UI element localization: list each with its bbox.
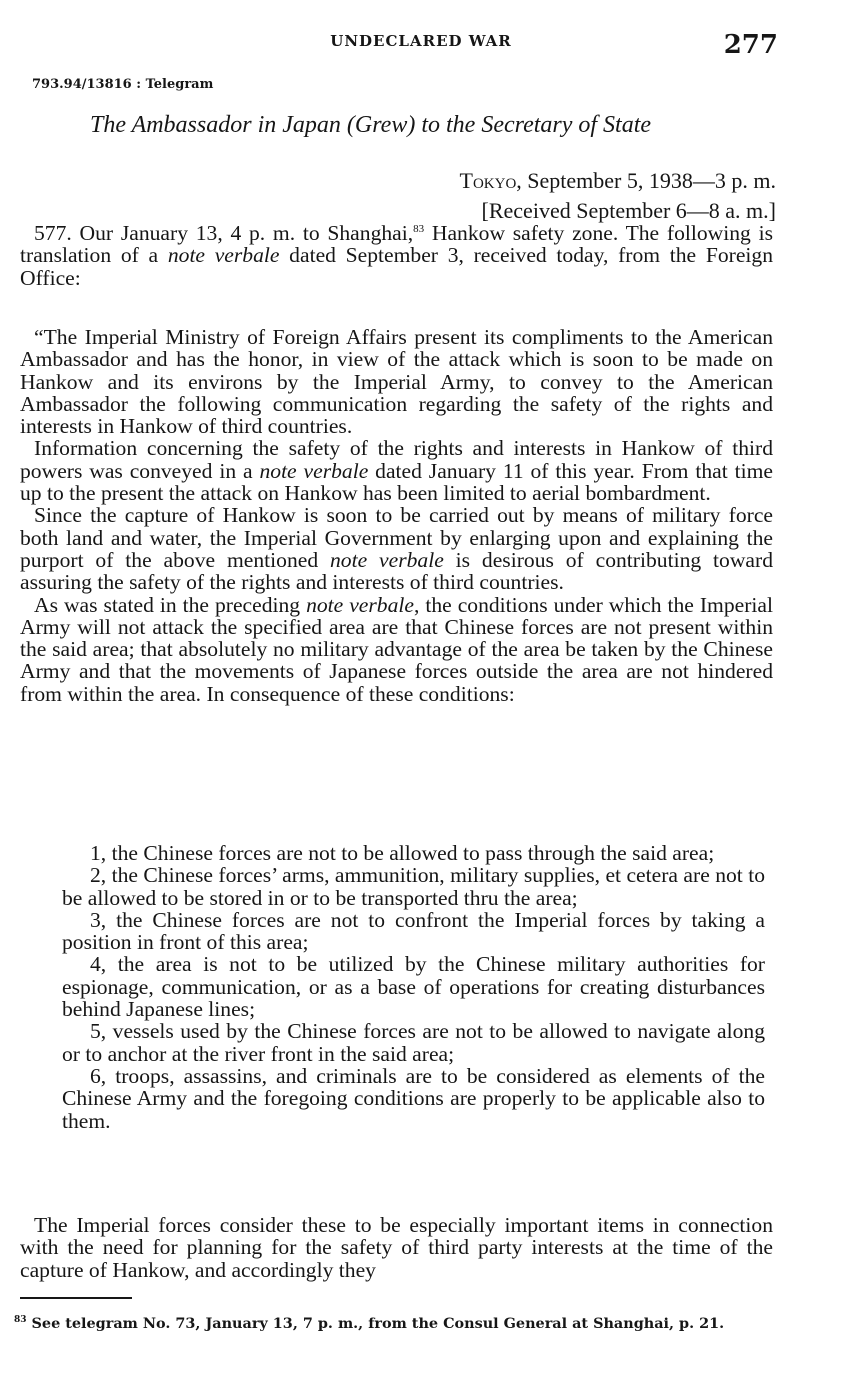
condition-item: 5, vessels used by the Chinese forces are not to be allowed to navigate along or to anchor at the river front in the said area; (62, 1019, 765, 1066)
opening-paragraph (20, 222, 773, 289)
opening-text: 577. Our January 13, 4 p. m. to Shanghai, (34, 221, 414, 245)
opening-text-continued: Hankow safety zone. The following is translation of a (20, 221, 773, 268)
note-paragraph-2: Information concerning the safety of the rights and interests in Hankow of third powers was conveyed in a note verbale dated January 11 of this year. From that time up to the present the attack on Hankow has been limited to aerial bombardment. (20, 436, 773, 506)
note-paragraph-1: “The Imperial Ministry of Foreign Affairs present its compliments to the American Ambassador and has the honor, in view of the attack which is soon to be made on Hankow and its environs by the Imperial Army, to convey to the American Ambassador the following communication regarding the safety of the rights and interests in Hankow of third countries. (20, 325, 773, 439)
italic-term: note verbale (167, 243, 280, 268)
sent-line (460, 166, 776, 196)
footnote-text: See telegram No. 73, January 13, 7 p. m., from the Consul General at Shanghai, p. 21. (26, 1314, 725, 1332)
running-title: UNDECLARED WAR (330, 32, 512, 50)
conditions-list (62, 842, 765, 1132)
note-paragraph-4: As was stated in the preceding note verbale, the conditions under which the Imperial Army will not attack the specified area are that Chinese forces are not present within the said area; that absolutely no military advantage of the area be taken by the Chinese Army and that the movements of Japanese forces outside the area are not hindered from within the area. In consequence of these conditions: (20, 592, 774, 706)
condition-item: 6, troops, assassins, and criminals are to be considered as elements of the Chinese Army and the foregoing conditions are properly to be applicable also to them. (62, 1063, 765, 1133)
dateline-city: Tokyo, (459, 168, 522, 193)
italic-term: note verbale (306, 592, 414, 617)
condition-item: 3, the Chinese forces are not to confront the Imperial forces by taking a position in front of this area; (62, 907, 765, 955)
received-line: [Received September 6—8 a. m.] (481, 198, 776, 223)
footnote-marker: 83 (14, 1315, 27, 1325)
page-number: 277 (723, 30, 778, 60)
file-number: 793.94/13816 : Telegram (32, 77, 214, 92)
italic-term: note verbale (329, 547, 444, 572)
footnote-reference: 83 (413, 222, 425, 235)
condition-item: 1, the Chinese forces are not to be allowed to pass through the said area; (90, 841, 715, 865)
closing-paragraph: The Imperial forces consider these to be especially important items in connection with the need for planning for the safety of third party interests at the time of the capture of Hankow, and accordingly they (20, 1213, 773, 1282)
italic-term: note verbale (259, 458, 369, 483)
note-paragraph-3: Since the capture of Hankow is soon to be carried out by means of military force both land and water, the Imperial Government by enlarging upon and explaining the purport of the above mentioned note verbale is desirous of contributing toward assuring the safety of the rights and interests of third countries. (20, 503, 773, 595)
dateline-date: September 5, 1938—3 p. m. (521, 168, 776, 193)
note-verbale-text (20, 326, 773, 705)
condition-item: 2, the Chinese forces’ arms, ammunition, military supplies, et cetera are not to be allowed to be stored in or to be transported thru the area; (62, 863, 765, 910)
document-title: The Ambassador in Japan (Grew) to the Secretary of State (90, 112, 652, 138)
footnote-divider (20, 1297, 132, 1299)
condition-item: 4, the area is not to be utilized by the Chinese military authorities for espionage, communication, or as a base of operations for creating disturbances behind Japanese lines; (62, 952, 765, 1022)
opening-text-end: dated September 3, received today, from the Foreign Office: (20, 243, 774, 290)
dateline (460, 166, 776, 226)
footnote (14, 1311, 774, 1333)
